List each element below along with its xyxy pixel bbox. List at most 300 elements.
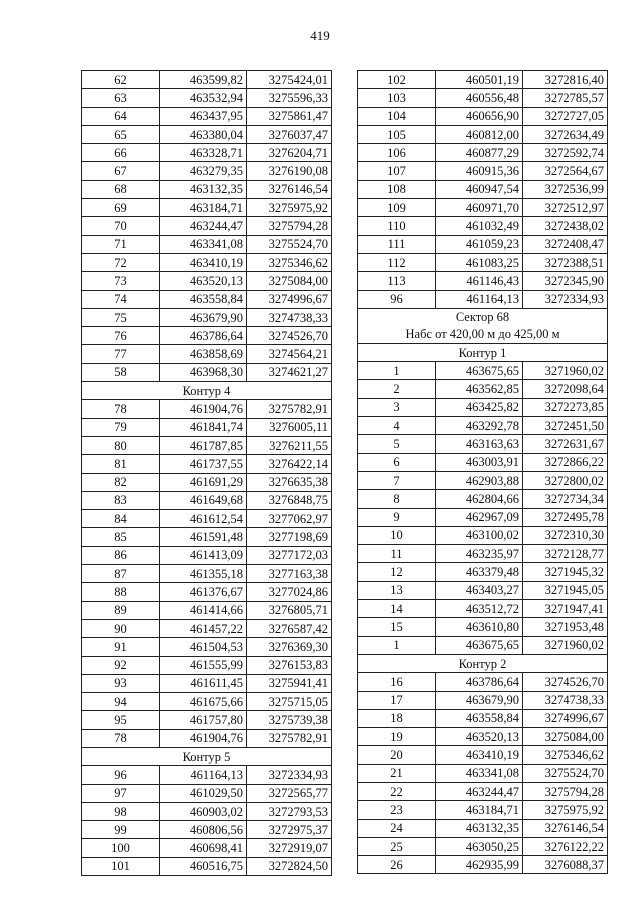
point-number-cell: 73 xyxy=(82,272,160,290)
x-coordinate-cell: 461787,85 xyxy=(160,436,247,454)
section-header-row xyxy=(358,343,608,361)
point-number-cell: 1 xyxy=(358,636,436,654)
x-coordinate-cell: 461504,53 xyxy=(160,638,247,656)
point-number-cell: 90 xyxy=(82,619,160,637)
x-coordinate-cell: 461555,99 xyxy=(160,656,247,674)
table-row xyxy=(358,144,608,162)
x-coordinate-cell: 463512,72 xyxy=(436,600,523,618)
y-coordinate-cell: 3272634,49 xyxy=(523,125,608,143)
x-coordinate-cell: 463786,64 xyxy=(436,673,523,691)
point-number-cell: 92 xyxy=(82,656,160,674)
x-coordinate-cell: 460971,70 xyxy=(436,199,523,217)
y-coordinate-cell: 3276369,30 xyxy=(247,638,332,656)
table-row xyxy=(82,199,332,217)
y-coordinate-cell: 3275084,00 xyxy=(247,272,332,290)
y-coordinate-cell: 3275975,92 xyxy=(523,801,608,819)
x-coordinate-cell: 463403,27 xyxy=(436,581,523,599)
point-number-cell: 6 xyxy=(358,453,436,471)
point-number-cell: 100 xyxy=(82,839,160,857)
x-coordinate-cell: 461737,55 xyxy=(160,455,247,473)
y-coordinate-cell: 3276037,47 xyxy=(247,125,332,143)
table-row xyxy=(82,400,332,418)
page-number: 419 xyxy=(310,28,330,43)
x-coordinate-cell: 463679,90 xyxy=(160,308,247,326)
table-row xyxy=(82,418,332,436)
y-coordinate-cell: 3272098,64 xyxy=(523,380,608,398)
x-coordinate-cell: 463184,71 xyxy=(160,199,247,217)
point-number-cell: 12 xyxy=(358,563,436,581)
table-row xyxy=(358,490,608,508)
point-number-cell: 85 xyxy=(82,528,160,546)
table-row xyxy=(82,308,332,326)
table-row xyxy=(82,327,332,345)
point-number-cell: 66 xyxy=(82,144,160,162)
y-coordinate-cell: 3274564,21 xyxy=(247,345,332,363)
point-number-cell: 98 xyxy=(82,802,160,820)
y-coordinate-cell: 3272334,93 xyxy=(523,290,608,308)
section-title-text: Контур 1 xyxy=(458,345,507,360)
point-number-cell: 76 xyxy=(82,327,160,345)
table-row xyxy=(358,636,608,654)
y-coordinate-cell: 3272565,77 xyxy=(247,784,332,802)
x-coordinate-cell: 463532,94 xyxy=(160,89,247,107)
x-coordinate-cell: 463675,65 xyxy=(436,362,523,380)
table-row xyxy=(82,436,332,454)
point-number-cell: 67 xyxy=(82,162,160,180)
y-coordinate-cell: 3275084,00 xyxy=(523,728,608,746)
y-coordinate-cell: 3275424,01 xyxy=(247,71,332,89)
y-coordinate-cell: 3276190,08 xyxy=(247,162,332,180)
point-number-cell: 8 xyxy=(358,490,436,508)
x-coordinate-cell: 463562,85 xyxy=(436,380,523,398)
table-row xyxy=(82,473,332,491)
table-row xyxy=(358,362,608,380)
x-coordinate-cell: 463675,65 xyxy=(436,636,523,654)
y-coordinate-cell: 3275794,28 xyxy=(247,217,332,235)
y-coordinate-cell: 3275596,33 xyxy=(247,89,332,107)
point-number-cell: 58 xyxy=(82,363,160,381)
x-coordinate-cell: 463558,84 xyxy=(160,290,247,308)
point-number-cell: 107 xyxy=(358,162,436,180)
x-coordinate-cell: 463425,82 xyxy=(436,398,523,416)
y-coordinate-cell: 3277062,97 xyxy=(247,510,332,528)
point-number-cell: 86 xyxy=(82,546,160,564)
section-title xyxy=(358,654,608,672)
y-coordinate-cell: 3276146,54 xyxy=(247,180,332,198)
x-coordinate-cell: 461029,50 xyxy=(160,784,247,802)
y-coordinate-cell: 3272495,78 xyxy=(523,508,608,526)
table-row xyxy=(82,107,332,125)
y-coordinate-cell: 3272536,99 xyxy=(523,180,608,198)
y-coordinate-cell: 3272345,90 xyxy=(523,272,608,290)
x-coordinate-cell: 461083,25 xyxy=(436,253,523,271)
point-number-cell: 71 xyxy=(82,235,160,253)
table-row xyxy=(82,71,332,89)
y-coordinate-cell: 3272866,22 xyxy=(523,453,608,471)
section-title-text: Контур 2 xyxy=(458,656,507,671)
x-coordinate-cell: 463558,84 xyxy=(436,709,523,727)
y-coordinate-cell: 3272631,67 xyxy=(523,435,608,453)
x-coordinate-cell: 463003,91 xyxy=(436,453,523,471)
y-coordinate-cell: 3272727,05 xyxy=(523,107,608,125)
table-row xyxy=(358,417,608,435)
table-row xyxy=(82,180,332,198)
y-coordinate-cell: 3272824,50 xyxy=(247,857,332,875)
x-coordinate-cell: 461904,76 xyxy=(160,729,247,747)
section-header-row xyxy=(82,747,332,765)
table-row xyxy=(82,235,332,253)
table-row xyxy=(82,839,332,857)
y-coordinate-cell: 3275346,62 xyxy=(247,253,332,271)
table-row xyxy=(82,528,332,546)
table-row xyxy=(358,837,608,855)
x-coordinate-cell: 460947,54 xyxy=(436,180,523,198)
x-coordinate-cell: 463341,08 xyxy=(436,764,523,782)
point-number-cell: 11 xyxy=(358,545,436,563)
point-number-cell: 113 xyxy=(358,272,436,290)
y-coordinate-cell: 3272438,02 xyxy=(523,217,608,235)
y-coordinate-cell: 3272273,85 xyxy=(523,398,608,416)
table-row xyxy=(358,526,608,544)
table-row xyxy=(82,253,332,271)
table-row xyxy=(82,345,332,363)
x-coordinate-cell: 461355,18 xyxy=(160,565,247,583)
y-coordinate-cell: 3271953,48 xyxy=(523,618,608,636)
point-number-cell: 96 xyxy=(358,290,436,308)
y-coordinate-cell: 3272564,67 xyxy=(523,162,608,180)
point-number-cell: 94 xyxy=(82,693,160,711)
point-number-cell: 19 xyxy=(358,728,436,746)
y-coordinate-cell: 3271945,05 xyxy=(523,581,608,599)
point-number-cell: 70 xyxy=(82,217,160,235)
x-coordinate-cell: 463328,71 xyxy=(160,144,247,162)
y-coordinate-cell: 3276088,37 xyxy=(523,856,608,874)
y-coordinate-cell: 3276635,38 xyxy=(247,473,332,491)
table-row xyxy=(82,510,332,528)
point-number-cell: 95 xyxy=(82,711,160,729)
section-header-row xyxy=(358,308,608,343)
table-row xyxy=(82,601,332,619)
x-coordinate-cell: 461612,54 xyxy=(160,510,247,528)
point-number-cell: 16 xyxy=(358,673,436,691)
coordinates-table-left xyxy=(81,70,332,876)
table-row xyxy=(358,545,608,563)
table-row xyxy=(82,290,332,308)
x-coordinate-cell: 463244,47 xyxy=(160,217,247,235)
point-number-cell: 80 xyxy=(82,436,160,454)
y-coordinate-cell: 3271945,32 xyxy=(523,563,608,581)
table-row xyxy=(358,801,608,819)
point-number-cell: 64 xyxy=(82,107,160,125)
section-title xyxy=(82,747,332,765)
point-number-cell: 93 xyxy=(82,674,160,692)
table-row xyxy=(82,491,332,509)
table-row xyxy=(82,802,332,820)
table-row xyxy=(82,125,332,143)
y-coordinate-cell: 3275794,28 xyxy=(523,782,608,800)
x-coordinate-cell: 463100,02 xyxy=(436,526,523,544)
point-number-cell: 26 xyxy=(358,856,436,874)
x-coordinate-cell: 463410,19 xyxy=(436,746,523,764)
point-number-cell: 83 xyxy=(82,491,160,509)
point-number-cell: 75 xyxy=(82,308,160,326)
x-coordinate-cell: 463279,35 xyxy=(160,162,247,180)
y-coordinate-cell: 3277163,38 xyxy=(247,565,332,583)
x-coordinate-cell: 460877,29 xyxy=(436,144,523,162)
x-coordinate-cell: 461413,09 xyxy=(160,546,247,564)
point-number-cell: 96 xyxy=(82,766,160,784)
section-title xyxy=(358,308,608,343)
table-row xyxy=(358,217,608,235)
x-coordinate-cell: 463520,13 xyxy=(436,728,523,746)
section-header-row xyxy=(358,654,608,672)
y-coordinate-cell: 3272310,30 xyxy=(523,526,608,544)
y-coordinate-cell: 3271960,02 xyxy=(523,362,608,380)
section-title-text: Контур 5 xyxy=(182,749,231,764)
table-row xyxy=(82,693,332,711)
point-number-cell: 63 xyxy=(82,89,160,107)
point-number-cell: 88 xyxy=(82,583,160,601)
x-coordinate-cell: 460903,02 xyxy=(160,802,247,820)
table-row xyxy=(358,235,608,253)
table-row xyxy=(358,199,608,217)
y-coordinate-cell: 3272388,51 xyxy=(523,253,608,271)
point-number-cell: 79 xyxy=(82,418,160,436)
table-row xyxy=(358,290,608,308)
x-coordinate-cell: 461675,66 xyxy=(160,693,247,711)
table-row xyxy=(358,691,608,709)
x-coordinate-cell: 461164,13 xyxy=(436,290,523,308)
y-coordinate-cell: 3271947,41 xyxy=(523,600,608,618)
y-coordinate-cell: 3276204,71 xyxy=(247,144,332,162)
y-coordinate-cell: 3275346,62 xyxy=(523,746,608,764)
x-coordinate-cell: 463292,78 xyxy=(436,417,523,435)
point-number-cell: 103 xyxy=(358,89,436,107)
point-number-cell: 81 xyxy=(82,455,160,473)
x-coordinate-cell: 462903,88 xyxy=(436,471,523,489)
y-coordinate-cell: 3274526,70 xyxy=(247,327,332,345)
table-row xyxy=(358,782,608,800)
point-number-cell: 4 xyxy=(358,417,436,435)
point-number-cell: 87 xyxy=(82,565,160,583)
x-coordinate-cell: 462804,66 xyxy=(436,490,523,508)
table-row xyxy=(358,709,608,727)
table-row xyxy=(358,253,608,271)
table-row xyxy=(358,746,608,764)
table-row xyxy=(358,508,608,526)
table-row xyxy=(82,821,332,839)
x-coordinate-cell: 460556,48 xyxy=(436,89,523,107)
x-coordinate-cell: 460915,36 xyxy=(436,162,523,180)
x-coordinate-cell: 461904,76 xyxy=(160,400,247,418)
point-number-cell: 91 xyxy=(82,638,160,656)
x-coordinate-cell: 461059,23 xyxy=(436,235,523,253)
y-coordinate-cell: 3274621,27 xyxy=(247,363,332,381)
table-row xyxy=(82,857,332,875)
point-number-cell: 109 xyxy=(358,199,436,217)
y-coordinate-cell: 3276211,55 xyxy=(247,436,332,454)
table-row xyxy=(82,363,332,381)
table-row xyxy=(82,784,332,802)
section-title-text: Сектор 68 xyxy=(455,309,510,324)
y-coordinate-cell: 3272592,74 xyxy=(523,144,608,162)
table-row xyxy=(358,89,608,107)
x-coordinate-cell: 463968,30 xyxy=(160,363,247,381)
y-coordinate-cell: 3274526,70 xyxy=(523,673,608,691)
point-number-cell: 69 xyxy=(82,199,160,217)
table-row xyxy=(82,162,332,180)
y-coordinate-cell: 3272816,40 xyxy=(523,71,608,89)
x-coordinate-cell: 461164,13 xyxy=(160,766,247,784)
point-number-cell: 82 xyxy=(82,473,160,491)
point-number-cell: 24 xyxy=(358,819,436,837)
coordinates-table-right xyxy=(357,70,608,874)
x-coordinate-cell: 463410,19 xyxy=(160,253,247,271)
x-coordinate-cell: 460812,00 xyxy=(436,125,523,143)
table-row xyxy=(358,563,608,581)
y-coordinate-cell: 3272793,53 xyxy=(247,802,332,820)
x-coordinate-cell: 463599,82 xyxy=(160,71,247,89)
y-coordinate-cell: 3276587,42 xyxy=(247,619,332,637)
section-title xyxy=(82,382,332,400)
y-coordinate-cell: 3275739,38 xyxy=(247,711,332,729)
x-coordinate-cell: 463679,90 xyxy=(436,691,523,709)
point-number-cell: 62 xyxy=(82,71,160,89)
x-coordinate-cell: 463610,80 xyxy=(436,618,523,636)
table-row xyxy=(358,380,608,398)
point-number-cell: 104 xyxy=(358,107,436,125)
y-coordinate-cell: 3276005,11 xyxy=(247,418,332,436)
y-coordinate-cell: 3275941,41 xyxy=(247,674,332,692)
y-coordinate-cell: 3272919,07 xyxy=(247,839,332,857)
section-subtitle-text: Набс от 420,00 м до 425,00 м xyxy=(405,326,560,341)
point-number-cell: 25 xyxy=(358,837,436,855)
y-coordinate-cell: 3274738,33 xyxy=(247,308,332,326)
point-number-cell: 111 xyxy=(358,235,436,253)
point-number-cell: 23 xyxy=(358,801,436,819)
x-coordinate-cell: 460501,19 xyxy=(436,71,523,89)
point-number-cell: 101 xyxy=(82,857,160,875)
table-row xyxy=(82,638,332,656)
x-coordinate-cell: 461414,66 xyxy=(160,601,247,619)
y-coordinate-cell: 3272975,37 xyxy=(247,821,332,839)
y-coordinate-cell: 3276805,71 xyxy=(247,601,332,619)
table-row xyxy=(358,435,608,453)
y-coordinate-cell: 3277024,86 xyxy=(247,583,332,601)
point-number-cell: 3 xyxy=(358,398,436,416)
table-row xyxy=(358,471,608,489)
x-coordinate-cell: 461757,80 xyxy=(160,711,247,729)
y-coordinate-cell: 3275975,92 xyxy=(247,199,332,217)
y-coordinate-cell: 3276146,54 xyxy=(523,819,608,837)
point-number-cell: 102 xyxy=(358,71,436,89)
table-row xyxy=(358,728,608,746)
table-row xyxy=(358,819,608,837)
point-number-cell: 1 xyxy=(358,362,436,380)
y-coordinate-cell: 3275524,70 xyxy=(247,235,332,253)
x-coordinate-cell: 463244,47 xyxy=(436,782,523,800)
point-number-cell: 65 xyxy=(82,125,160,143)
table-row xyxy=(358,600,608,618)
x-coordinate-cell: 463520,13 xyxy=(160,272,247,290)
y-coordinate-cell: 3276848,75 xyxy=(247,491,332,509)
table-row xyxy=(82,144,332,162)
point-number-cell: 21 xyxy=(358,764,436,782)
y-coordinate-cell: 3275524,70 xyxy=(523,764,608,782)
section-title xyxy=(358,343,608,361)
x-coordinate-cell: 461457,22 xyxy=(160,619,247,637)
x-coordinate-cell: 463184,71 xyxy=(436,801,523,819)
table-row xyxy=(358,162,608,180)
point-number-cell: 97 xyxy=(82,784,160,802)
x-coordinate-cell: 460806,56 xyxy=(160,821,247,839)
x-coordinate-cell: 463050,25 xyxy=(436,837,523,855)
y-coordinate-cell: 3274996,67 xyxy=(523,709,608,727)
table-row xyxy=(358,180,608,198)
x-coordinate-cell: 461691,29 xyxy=(160,473,247,491)
table-row xyxy=(82,711,332,729)
x-coordinate-cell: 461146,43 xyxy=(436,272,523,290)
y-coordinate-cell: 3272734,34 xyxy=(523,490,608,508)
x-coordinate-cell: 461376,67 xyxy=(160,583,247,601)
section-title-text: Контур 4 xyxy=(182,383,231,398)
y-coordinate-cell: 3272785,57 xyxy=(523,89,608,107)
x-coordinate-cell: 463341,08 xyxy=(160,235,247,253)
table-row xyxy=(82,729,332,747)
x-coordinate-cell: 460698,41 xyxy=(160,839,247,857)
x-coordinate-cell: 460656,90 xyxy=(436,107,523,125)
y-coordinate-cell: 3275715,05 xyxy=(247,693,332,711)
y-coordinate-cell: 3272128,77 xyxy=(523,545,608,563)
point-number-cell: 105 xyxy=(358,125,436,143)
y-coordinate-cell: 3277172,03 xyxy=(247,546,332,564)
point-number-cell: 72 xyxy=(82,253,160,271)
x-coordinate-cell: 461841,74 xyxy=(160,418,247,436)
section-header-row xyxy=(82,382,332,400)
x-coordinate-cell: 463437,95 xyxy=(160,107,247,125)
x-coordinate-cell: 462935,99 xyxy=(436,856,523,874)
table-row xyxy=(82,656,332,674)
x-coordinate-cell: 461591,48 xyxy=(160,528,247,546)
y-coordinate-cell: 3275861,47 xyxy=(247,107,332,125)
point-number-cell: 18 xyxy=(358,709,436,727)
table-row xyxy=(82,674,332,692)
x-coordinate-cell: 460516,75 xyxy=(160,857,247,875)
x-coordinate-cell: 463163,63 xyxy=(436,435,523,453)
y-coordinate-cell: 3272512,97 xyxy=(523,199,608,217)
y-coordinate-cell: 3272451,50 xyxy=(523,417,608,435)
table-row xyxy=(358,453,608,471)
point-number-cell: 89 xyxy=(82,601,160,619)
point-number-cell: 5 xyxy=(358,435,436,453)
table-row xyxy=(82,89,332,107)
point-number-cell: 14 xyxy=(358,600,436,618)
table-row xyxy=(358,764,608,782)
table-row xyxy=(82,619,332,637)
x-coordinate-cell: 463858,69 xyxy=(160,345,247,363)
point-number-cell: 13 xyxy=(358,581,436,599)
point-number-cell: 20 xyxy=(358,746,436,764)
point-number-cell: 99 xyxy=(82,821,160,839)
table-row xyxy=(358,398,608,416)
point-number-cell: 108 xyxy=(358,180,436,198)
y-coordinate-cell: 3276122,22 xyxy=(523,837,608,855)
point-number-cell: 78 xyxy=(82,729,160,747)
x-coordinate-cell: 461649,68 xyxy=(160,491,247,509)
table-row xyxy=(82,455,332,473)
table-row xyxy=(358,272,608,290)
table-row xyxy=(82,583,332,601)
